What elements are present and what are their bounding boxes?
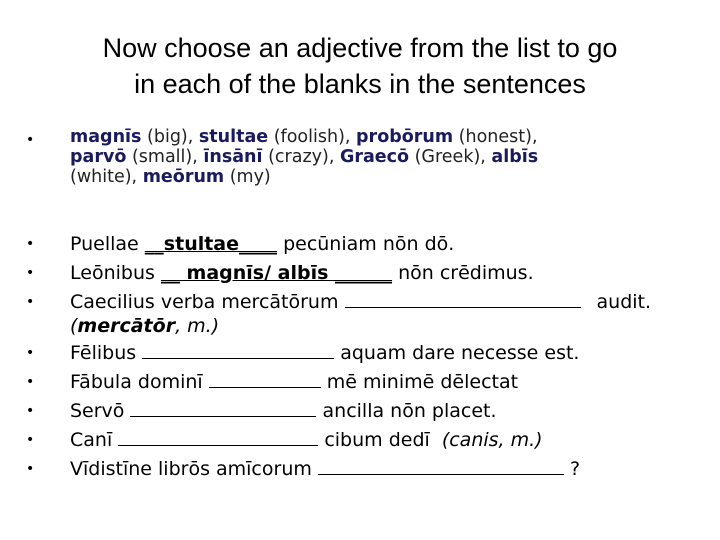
answer-blank[interactable] <box>318 457 564 475</box>
note-text: (mercātōr, m.) <box>70 315 220 337</box>
answer-blank[interactable] <box>118 428 318 446</box>
vocab-word: probōrum <box>356 127 454 147</box>
answer-fill: __stultae____ <box>144 233 278 255</box>
sentence-text: Vīdistīne librōs amīcorum ? <box>70 458 581 480</box>
sentence-text: Fēlibus aquam dare necesse est. <box>70 342 580 364</box>
vocab-word: parvō <box>70 147 127 167</box>
sentence-text: Canī cibum dedī (canis, m.) <box>70 429 543 451</box>
sentence-text: Servō ancilla nōn placet. <box>70 400 497 422</box>
bullet-icon: • <box>26 265 35 281</box>
vocab-word: stultae <box>198 127 269 147</box>
answer-blank[interactable] <box>130 399 316 417</box>
bullet-icon: • <box>26 345 35 361</box>
vocab-word: īnsānī <box>203 147 263 167</box>
bullet-icon: • <box>26 374 35 390</box>
answer-blank[interactable] <box>142 341 334 359</box>
slide-title <box>0 30 720 102</box>
answer-blank[interactable] <box>345 290 581 308</box>
sentence-text: Puellae __stultae____ pecūniam nōn dō. <box>70 233 455 255</box>
bullet-icon: • <box>26 236 35 252</box>
vocab-word: albīs <box>491 147 539 167</box>
bullet-icon: • <box>26 403 35 419</box>
sentence-text: Fābula dominī mē minimē dēlectat <box>70 371 519 393</box>
answer-blank[interactable] <box>209 370 321 388</box>
bullet-icon: • <box>26 461 35 477</box>
vocab-word: Graecō <box>339 147 410 167</box>
vocab-word: meōrum <box>142 167 225 187</box>
bullet-icon: • <box>26 432 35 448</box>
vocab-word: magnīs <box>70 127 142 147</box>
sentence-text: Caecilius verba mercātōrum audit. <box>70 291 652 313</box>
bullet-icon: • <box>26 132 35 148</box>
bullet-icon: • <box>26 294 35 310</box>
sentence-text: Leōnibus __ magnīs/ albīs ______ nōn crēdimus. <box>70 262 534 284</box>
title-line-1: Now choose an adjective from the list to go <box>102 33 618 63</box>
answer-fill: __ magnīs/ albīs ______ <box>160 262 393 284</box>
note-text: (canis, m.) <box>441 429 543 451</box>
title-line-2: in each of the blanks in the sentences <box>134 69 586 99</box>
vocab-text: magnīs (big), stultae (foolish), probōrum (honest), parvō (small), īnsānī (crazy), Graecō (Greek), albīs (white), meōrum (my) <box>70 127 539 187</box>
